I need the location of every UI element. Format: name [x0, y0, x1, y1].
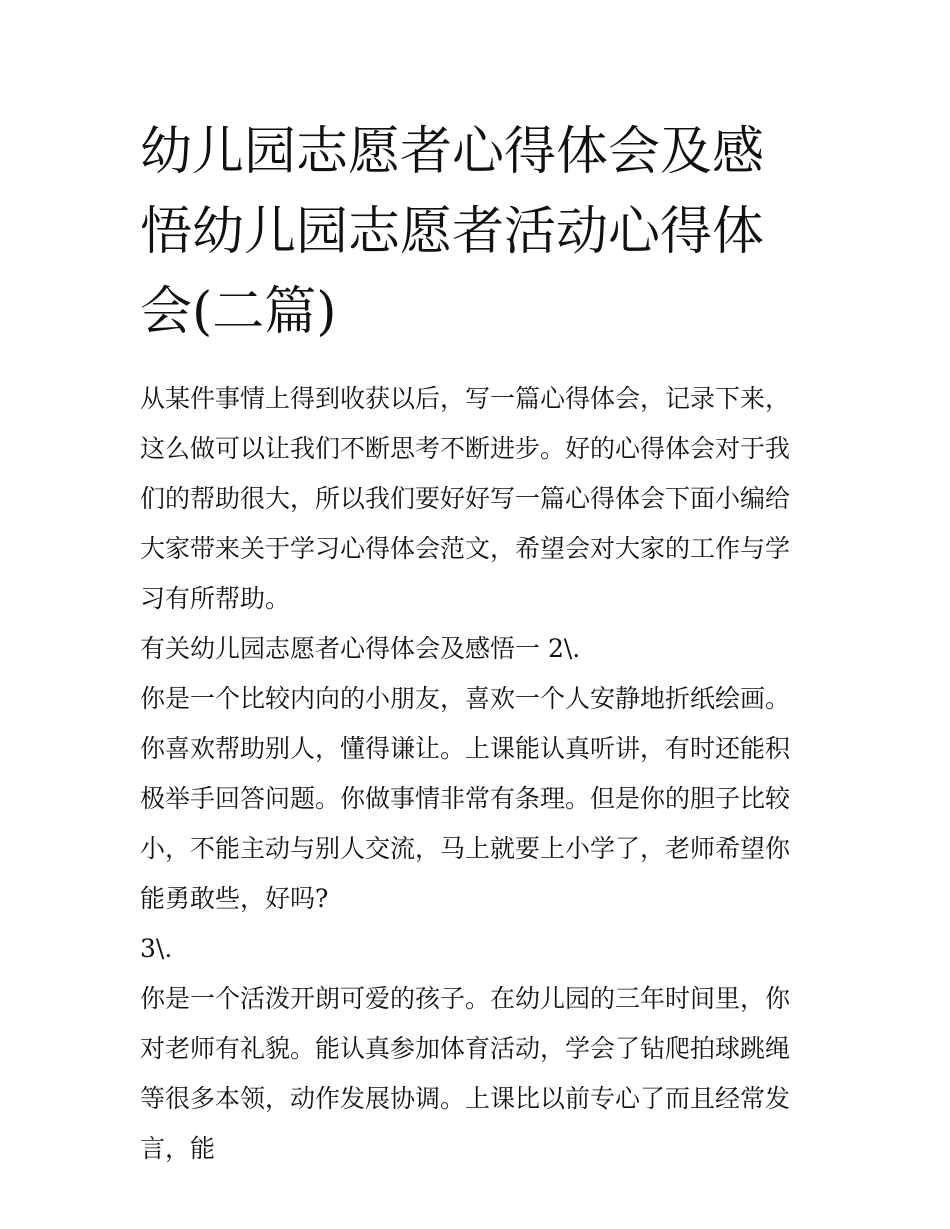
comment-paragraph-3: 你是一个活泼开朗可爱的孩子。在幼儿园的三年时间里，你对老师有礼貌。能认真参加体育活动，学会了钻爬拍球跳绳等很多本领，动作发展协调。上课比以前专心了而且经常发言，能 — [140, 984, 791, 1163]
section-number-3: 3\. — [140, 934, 173, 963]
document-page — [140, 112, 812, 1174]
document-title: 幼儿园志愿者心得体会及感悟幼儿园志愿者活动心得体会(二篇) — [140, 122, 765, 342]
comment-paragraph-2: 你是一个比较内向的小朋友，喜欢一个人安静地折纸绘画。你喜欢帮助别人，懂得谦让。上课能认真听讲，有时还能积极举手回答问题。你做事情非常有条理。但是你的胆子比较小，不能主动与别人交流，马上就要上小学了，老师希望你能勇敢些，好吗? — [140, 684, 791, 913]
title-spacer — [140, 352, 812, 374]
intro-paragraph: 从某件事情上得到收获以后，写一篇心得体会，记录下来，这么做可以让我们不断思考不断进步。好的心得体会对于我们的帮助很大，所以我们要好好写一篇心得体会下面小编给大家带来关于学习心得体会范文，希望会对大家的工作与学习有所帮助。 — [140, 384, 791, 613]
section-heading-1: 有关幼儿园志愿者心得体会及感悟一 2\. — [140, 634, 581, 663]
